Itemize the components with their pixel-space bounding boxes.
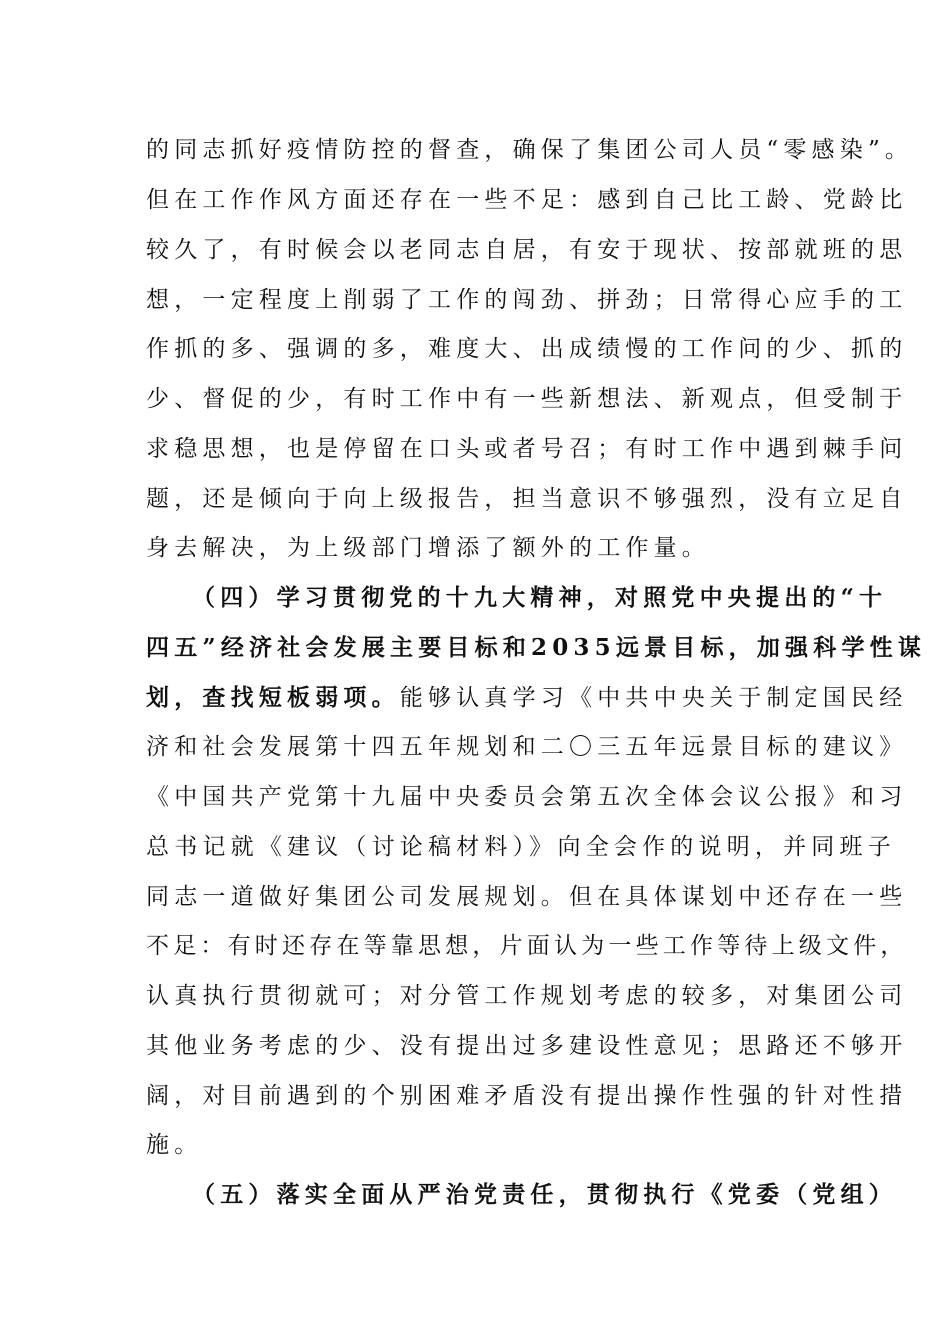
body-line: 施。 [146,1132,203,1158]
body-line: 阔，对目前遇到的个别困难矛盾没有提出操作性强的针对性措 [146,1083,908,1109]
body-line: 求稳思想，也是停留在口头或者号召；有时工作中遇到棘手问 [146,436,908,462]
section-heading-4: （四）学习贯彻党的十九大精神，对照党中央提出的“十 [192,584,888,611]
body-line: 认真执行贯彻就可；对分管工作规划考虑的较多，对集团公司 [146,983,908,1009]
section-heading-5: （五）落实全面从严治党责任，贯彻执行《党委（党组） [192,1181,897,1208]
body-line: 其他业务考虑的少、没有提出过多建设性意见；思路还不够开 [146,1033,908,1059]
body-text: 能够认真学习《中共中央关于制定国民经 [399,685,908,711]
body-line: 同志一道做好集团公司发展规划。但在具体谋划中还存在一些 [146,884,908,910]
body-line [146,678,908,718]
body-line: 但在工作作风方面还存在一些不足：感到自己比工龄、党龄比 [146,187,908,213]
body-line: 《中国共产党第十九届中央委员会第五次全体会议公报》和习 [146,784,908,810]
body-line: 少、督促的少，有时工作中有一些新想法、新观点，但受制于 [146,386,908,412]
body-line: 不足：有时还存在等靠思想，片面认为一些工作等待上级文件， [146,933,908,959]
section-heading-4-end: 划，查找短板弱项。 [146,684,400,711]
body-line: 想，一定程度上削弱了工作的闯劲、拼劲；日常得心应手的工 [146,287,908,313]
body-line: 身去解决，为上级部门增添了额外的工作量。 [146,535,710,561]
body-line: 较久了，有时候会以老同志自居，有安于现状、按部就班的思 [146,237,908,263]
section-heading-4-continued: 四五”经济社会发展主要目标和2035远景目标，加强科学性谋 [146,634,927,661]
body-line: 总书记就《建议（讨论稿材料）》向全会作的说明，并同班子 [146,834,896,860]
body-line: 作抓的多、强调的多，难度大、出成绩慢的工作问的少、抓的 [146,336,908,362]
body-line: 题，还是倾向于向上级报告，担当意识不够强烈，没有立足自 [146,486,908,512]
body-line: 的同志抓好疫情防控的督查，确保了集团公司人员“零感染”。 [146,137,914,163]
body-line: 济和社会发展第十四五年规划和二〇三五年远景目标的建议》 [146,734,908,760]
